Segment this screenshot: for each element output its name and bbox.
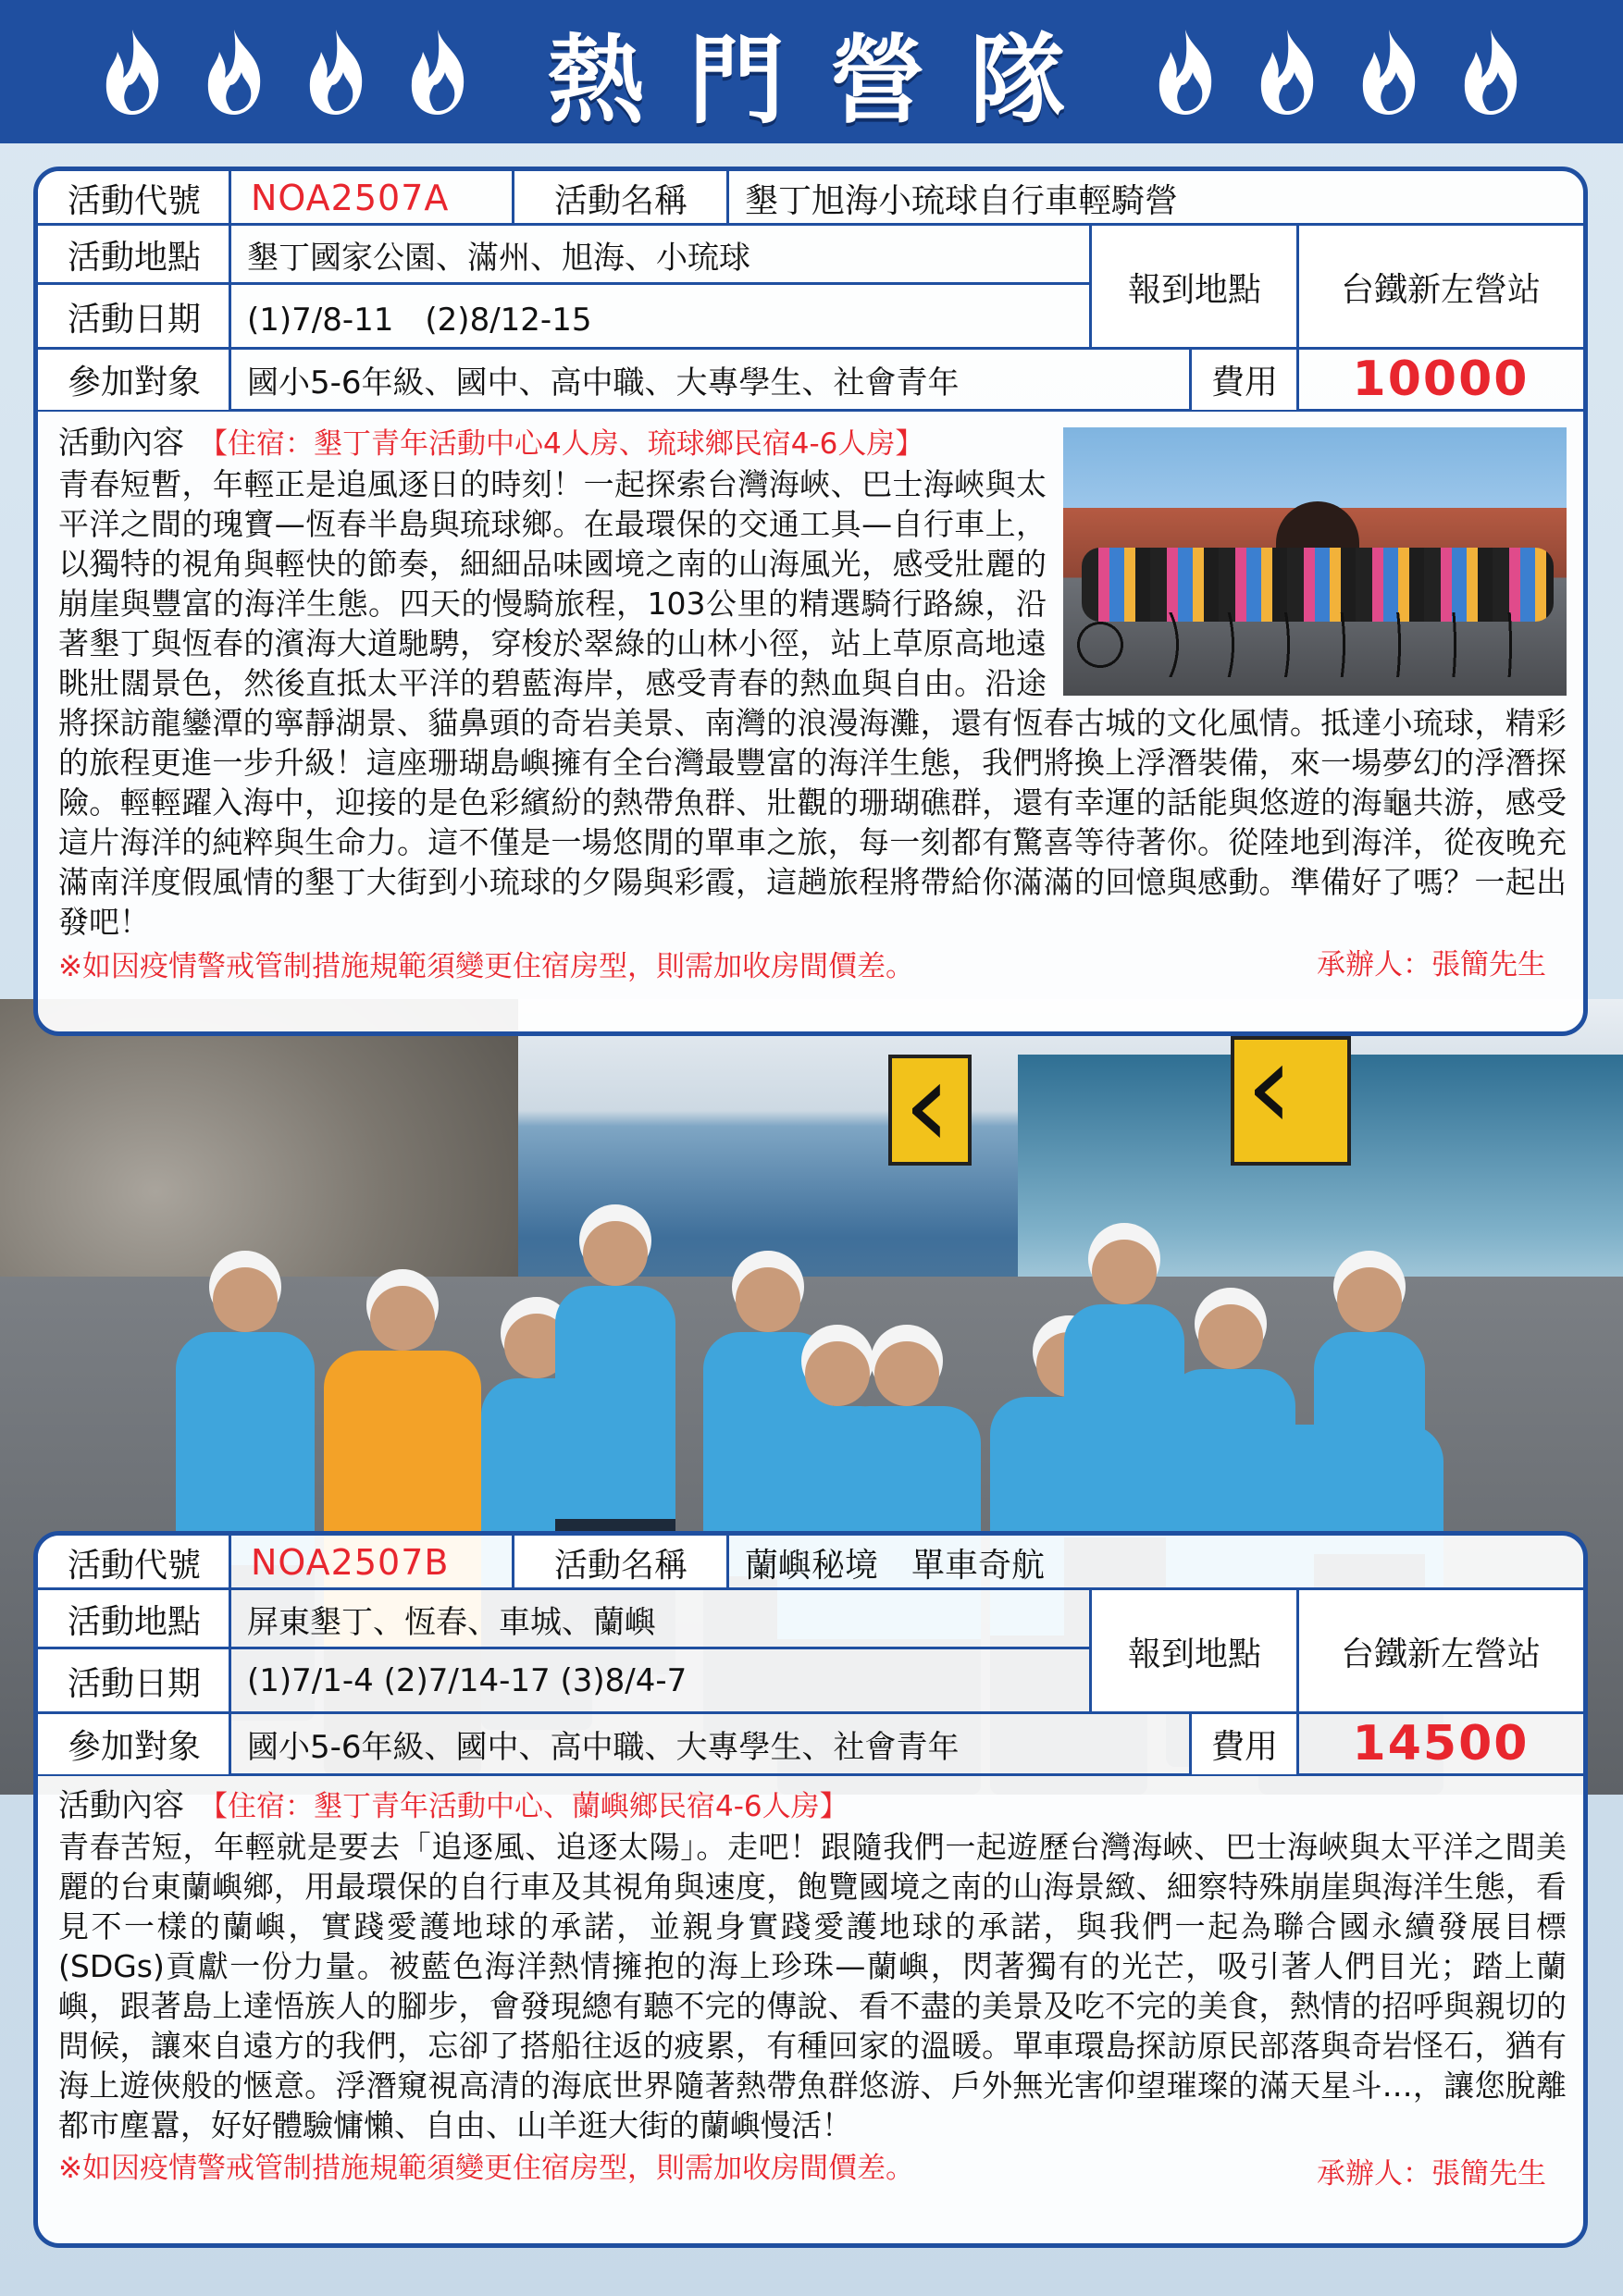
divider xyxy=(38,1647,1091,1649)
label-name: 活動名稱 xyxy=(514,1536,728,1589)
camp-content xyxy=(58,1785,1567,2189)
label-code: 活動代號 xyxy=(38,171,230,225)
label-dates: 活動日期 xyxy=(38,1648,230,1713)
divider xyxy=(229,171,231,412)
divider xyxy=(38,282,1091,285)
label-code: 活動代號 xyxy=(38,1536,230,1589)
footer-row xyxy=(58,2147,1567,2189)
page-title: 熱門營隊 xyxy=(547,23,1110,137)
label-audience: 參加對象 xyxy=(38,1713,230,1774)
flames-left xyxy=(94,26,476,118)
flame-icon xyxy=(94,26,170,118)
flame-icon xyxy=(1147,26,1223,118)
divider xyxy=(1189,349,1192,412)
divider xyxy=(38,223,1583,226)
camp-description: 青春短暫，年輕正是追風逐日的時刻！一起探索台灣海峽、巴士海峽與太平洋之間的瑰寶—恆春半島與琉球鄉。在最環保的交通工具—自行車上，以獨特的視角與輕快的節奏，細細品味國境之南的山海風光，感受壯麗的崩崖與豐富的海洋生態。四天的慢騎旅程，103公里的精選騎行路線，沿著墾丁與恆春的濱海大道馳騁，穿梭於翠綠的山林小徑，站上草原高地遠眺壯闊景色，然後直抵太平洋的碧藍海岸，感受青春的熱血與自由。沿途將探訪龍鑾潭的寧靜湖景、貓鼻頭的奇岩美景、南灣的浪漫海灘，還有恆春古城的文化風情。抵達小琉球，精彩的旅程更進一步升級！這座珊瑚島嶼擁有全台灣最豐富的海洋生態，我們將換上浮潛裝備，來一場夢幻的浮潛探險。輕輕躍入海中，迎接的是色彩繽紛的熱帶魚群、壯觀的珊瑚礁群，還有幸運的話能與悠遊的海龜共游，感受這片海洋的純粹與生命力。這不僅是一場悠閒的單車之旅，每一刻都有驚喜等待著你。從陸地到海洋，從夜晚充滿南洋度假風情的墾丁大街到小琉球的夕陽與彩霞，這趟旅程將帶給你滿滿的回憶與感動。準備好了嗎？一起出發吧！ xyxy=(58,466,1567,940)
divider xyxy=(512,1536,514,1589)
camp-host: 承辦人：張簡先生 xyxy=(1317,948,1546,981)
camp-card-a xyxy=(33,167,1588,1036)
divider xyxy=(38,1711,1583,1714)
divider xyxy=(38,1587,1583,1590)
camp-note: ※如因疫情警戒管制措施規範須變更住宿房型，則需加收房間價差。 xyxy=(58,2152,914,2185)
camp-info-table xyxy=(38,1536,1583,1776)
camp-dates: (1)7/1-4 (2)7/14-17 (3)8/4-7 xyxy=(247,1662,688,1699)
divider xyxy=(1089,1589,1092,1713)
divider xyxy=(1189,1713,1192,1776)
road-sign xyxy=(888,1055,972,1166)
footer-row xyxy=(58,945,1567,987)
divider xyxy=(229,1536,231,1776)
divider xyxy=(38,347,1583,350)
camp-audience: 國小5-6年級、國中、高中職、大專學生、社會青年 xyxy=(247,364,960,401)
label-content: 活動內容 xyxy=(58,425,184,462)
label-location: 活動地點 xyxy=(38,225,230,284)
label-location: 活動地點 xyxy=(38,1589,230,1648)
divider xyxy=(726,171,729,225)
label-checkin: 報到地點 xyxy=(1091,225,1298,349)
label-audience: 參加對象 xyxy=(38,349,230,410)
camp-code: NOA2507B xyxy=(251,1542,450,1583)
camp-note: ※如因疫情警戒管制措施規範須變更住宿房型，則需加收房間價差。 xyxy=(58,950,914,983)
divider xyxy=(1296,225,1299,412)
camp-name: 蘭嶼秘境 單車奇航 xyxy=(745,1546,1046,1585)
camp-name: 墾丁旭海小琉球自行車輕騎營 xyxy=(745,181,1179,220)
label-content: 活動內容 xyxy=(58,1787,184,1824)
camp-content xyxy=(58,423,1567,987)
camp-checkin: 台鐵新左營站 xyxy=(1298,225,1583,349)
label-fee: 費用 xyxy=(1191,349,1298,410)
fort-gate-group-photo xyxy=(1063,427,1567,696)
camp-card-b xyxy=(33,1531,1588,2248)
camp-fee: 14500 xyxy=(1352,1716,1530,1771)
camp-checkin: 台鐵新左營站 xyxy=(1298,1589,1583,1713)
divider xyxy=(726,1536,729,1589)
camp-dates: (1)7/8-11 (2)8/12-15 xyxy=(247,301,592,339)
camp-location: 墾丁國家公園、滿州、旭海、小琉球 xyxy=(247,239,750,277)
camp-fee: 10000 xyxy=(1352,352,1530,407)
divider xyxy=(1296,1589,1299,1776)
flame-icon xyxy=(400,26,476,118)
camp-code: NOA2507A xyxy=(251,178,450,218)
label-checkin: 報到地點 xyxy=(1091,1589,1298,1713)
label-fee: 費用 xyxy=(1191,1713,1298,1774)
photo-bicycles xyxy=(1072,612,1563,677)
camp-description: 青春苦短，年輕就是要去「追逐風、追逐太陽」。走吧！跟隨我們一起遊歷台灣海峽、巴士海峽與太平洋之間美麗的台東蘭嶼鄉，用最環保的自行車及其視角與速度，飽覽國境之南的山海景緻、細察特殊崩崖與海洋生態，看見不一樣的蘭嶼，實踐愛護地球的承諾，並親身實踐愛護地球的承諾，與我們一起為聯合國永續發展目標(SDGs)貢獻一份力量。被藍色海洋熱情擁抱的海上珍珠—蘭嶼，閃著獨有的光芒，吸引著人們目光；踏上蘭嶼，跟著島上達悟族人的腳步，會發現總有聽不完的傳說、看不盡的美景及吃不完的美食，熱情的招呼與親切的問候，讓來自遠方的我們，忘卻了搭船往返的疲累，有種回家的溫暖。單車環島探訪原民部落與奇岩怪石，猶有海上遊俠般的愜意。浮潛窺視高清的海底世界隨著熱帶魚群悠游、戶外無光害仰望璀璨的滿天星斗…，讓您脫離都市塵囂，好好體驗慵懶、自由、山羊逛大街的蘭嶼慢活！ xyxy=(58,1829,1567,2143)
camp-audience: 國小5-6年級、國中、高中職、大專學生、社會青年 xyxy=(247,1728,960,1766)
flame-icon xyxy=(196,26,272,118)
camp-lodging: 【住宿：墾丁青年活動中心、蘭嶼鄉民宿4-6人房】 xyxy=(199,1790,849,1823)
divider xyxy=(1089,225,1092,349)
camp-location: 屏東墾丁、恆春、車城、蘭嶼 xyxy=(247,1603,656,1641)
flame-icon xyxy=(1453,26,1529,118)
label-name: 活動名稱 xyxy=(514,171,728,225)
label-dates: 活動日期 xyxy=(38,284,230,349)
content-heading xyxy=(58,1785,1567,1827)
flames-right xyxy=(1147,26,1529,118)
road-sign xyxy=(1231,1036,1351,1166)
camp-host: 承辦人：張簡先生 xyxy=(1317,2157,1546,2191)
flame-icon xyxy=(1249,26,1325,118)
flame-icon xyxy=(298,26,374,118)
divider xyxy=(512,171,514,225)
flame-icon xyxy=(1351,26,1427,118)
page-header xyxy=(0,0,1623,143)
photo-riders xyxy=(1082,548,1554,622)
camp-lodging: 【住宿：墾丁青年活動中心4人房、琉球鄉民宿4-6人房】 xyxy=(199,427,924,461)
camp-info-table xyxy=(38,171,1583,412)
